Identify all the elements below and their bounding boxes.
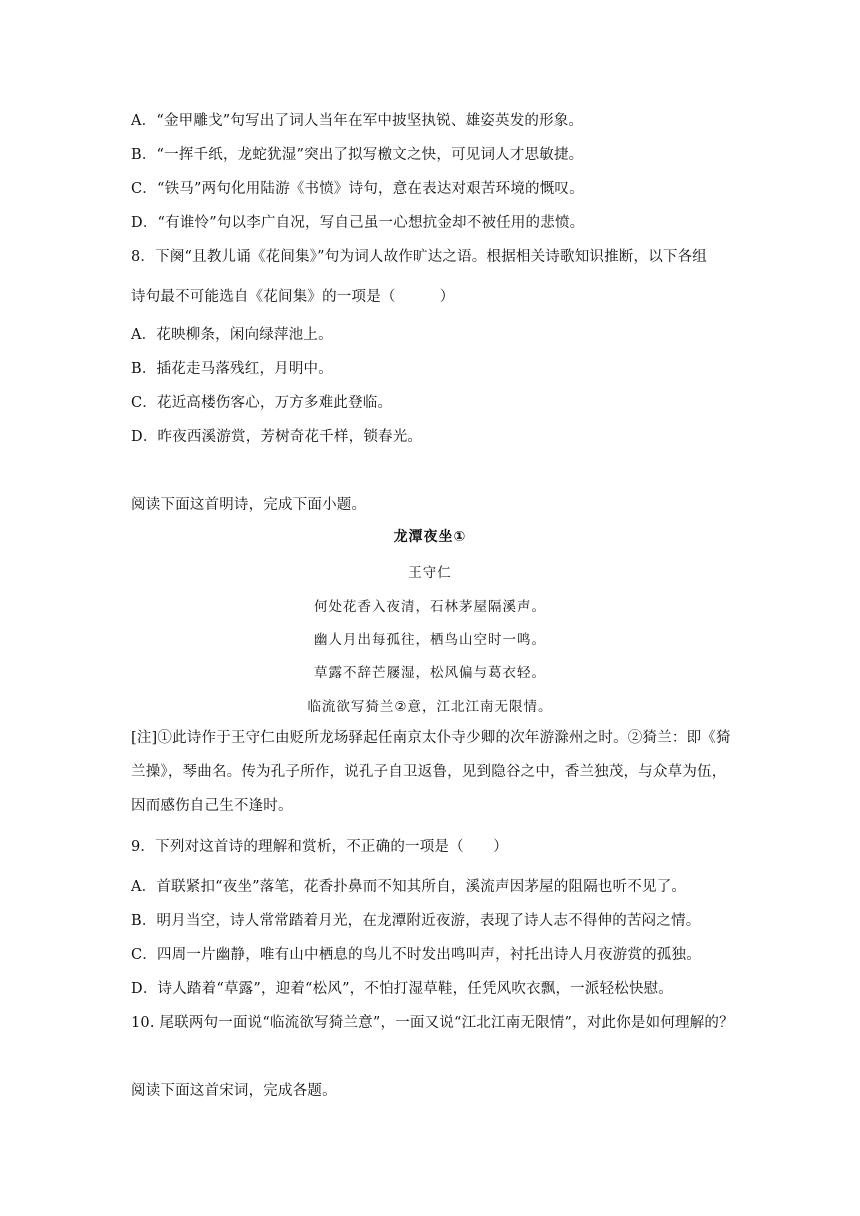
q7-option-a: A．“金甲雕戈”句写出了词人当年在军中披坚执锐、雄姿英发的形象。 <box>131 113 584 129</box>
poem-line-3: 草露不辞芒屦湿，松风偏与葛衣轻。 <box>314 665 546 681</box>
q9-option-c: C．四周一片幽静，唯有山中栖息的鸟儿不时发出鸣叫声，衬托出诗人月夜游赏的孤独。 <box>131 947 701 963</box>
q8-stem-line2: 诗句最不可能选自《花间集》的一项是（ ） <box>131 289 455 305</box>
poem-line-1: 何处花香入夜清，石林茅屋隔溪声。 <box>314 599 546 615</box>
poem-note: [注]①此诗作于王守仁由贬所龙场驿起任南京太仆寺少卿的次年游滁州之时。②猗兰：即《猗兰操》，琴曲名。传为孔子所作，说孔子自卫返鲁，见到隐谷之中，香兰独茂，与众草为伍，因而感伤自己生不逢时。 <box>131 730 731 814</box>
q8-option-d: D．昨夜西溪游赏，芳树奇花千样，锁春光。 <box>131 429 423 445</box>
poem-line-4: 临流欲写猗兰②意，江北江南无限情。 <box>307 699 553 715</box>
poem-title: 龙潭夜坐① <box>393 529 467 545</box>
q9-option-b: B．明月当空，诗人常常踏着月光，在龙潭附近夜游，表现了诗人志不得伸的苦闷之情。 <box>131 913 701 929</box>
q10-stem: 10. 尾联两句一面说“临流欲写猗兰意”，一面又说“江北江南无限情”，对此你是如何理解的？ <box>131 1015 734 1031</box>
q7-option-c: C．“铁马”两句化用陆游《书愤》诗句，意在表达对艰苦环境的慨叹。 <box>131 181 584 197</box>
q8-option-b: B．插花走马落残红，月明中。 <box>131 361 333 377</box>
q7-option-b: B．“一挥千纸，龙蛇犹湿”突出了拟写檄文之快，可见词人才思敏捷。 <box>131 147 584 163</box>
section2-intro: 阅读下面这首明诗，完成下面小题。 <box>131 497 367 513</box>
q8-option-a: A．花映柳条，闲向绿萍池上。 <box>131 327 333 343</box>
poem-line-2: 幽人月出每孤往，栖鸟山空时一鸣。 <box>314 632 546 648</box>
q9-option-a: A．首联紧扣“夜坐”落笔，花香扑鼻而不知其所自，溪流声因茅屋的阻隔也听不见了。 <box>131 879 687 895</box>
section3-intro: 阅读下面这首宋词，完成各题。 <box>131 1083 337 1099</box>
q8-option-c: C．花近高楼伤客心，万方多难此登临。 <box>131 395 393 411</box>
q9-option-d: D．诗人踏着“草露”，迎着“松风”，不怕打湿草鞋，任凭风吹衣飘，一派轻松快慰。 <box>131 981 674 997</box>
poem-author: 王守仁 <box>408 565 452 581</box>
q8-stem-line1: 8．下阕“且教儿诵《花间集》”句为词人故作旷达之语。根据相关诗歌知识推断，以下各组 <box>131 249 707 265</box>
q9-stem: 9．下列对这首诗的理解和赏析，不正确的一项是（ ） <box>131 839 508 855</box>
q7-option-d: D．“有谁怜”句以李广自况，写自己虽一心想抗金却不被任用的悲愤。 <box>131 215 585 231</box>
